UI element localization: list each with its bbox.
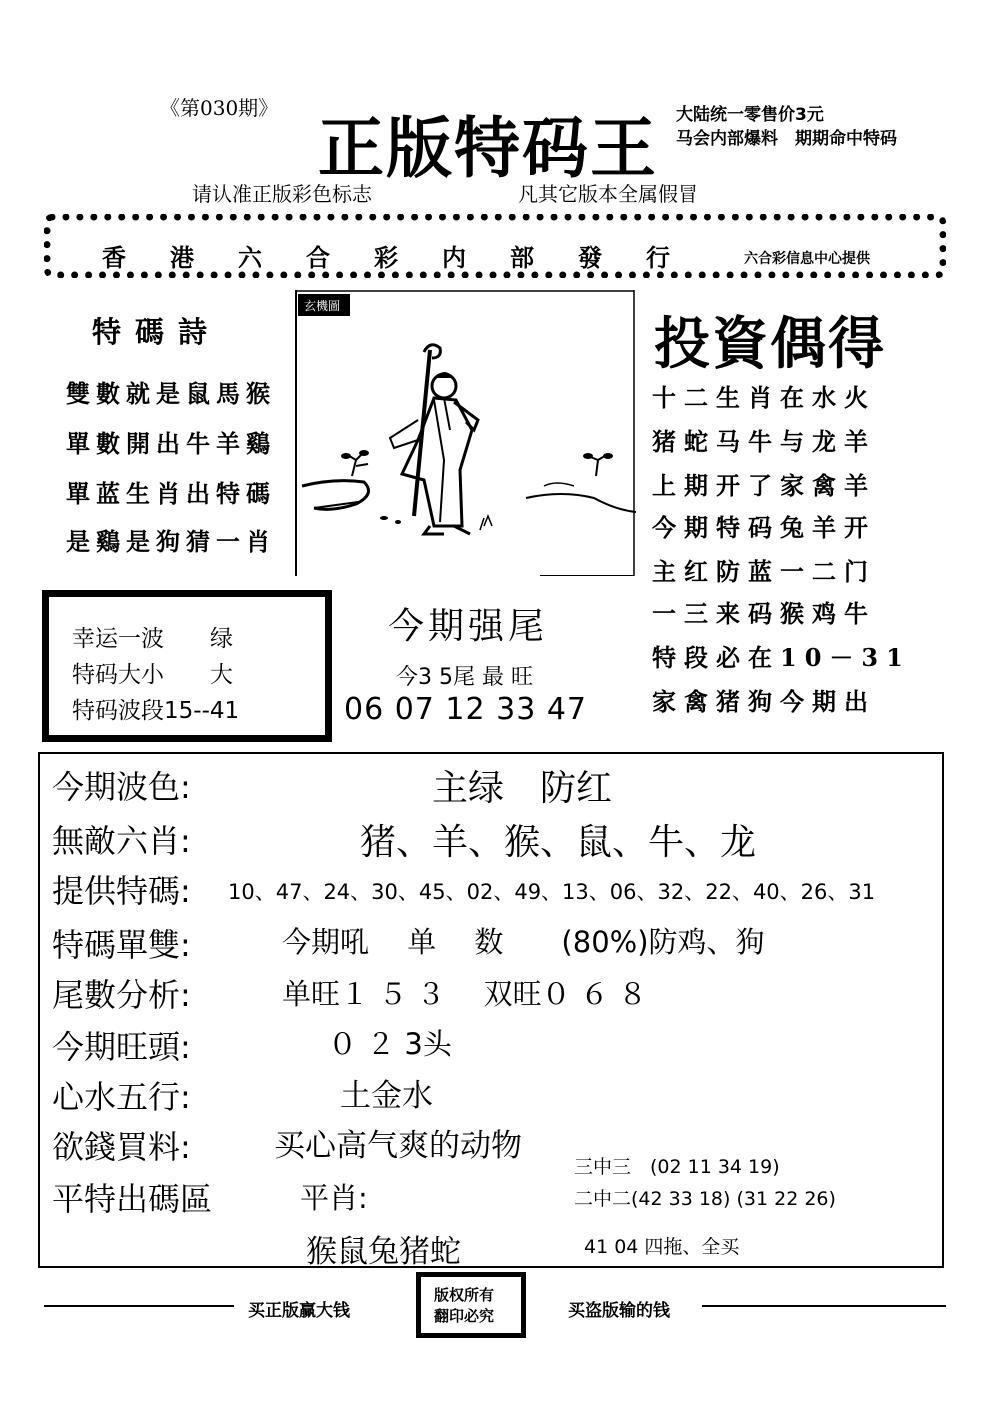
- tip-line: 十二生肖在水火: [652, 383, 876, 412]
- page-title: 正版特码王: [318, 109, 658, 187]
- riddle-illustration: [294, 290, 636, 576]
- tuo-combination: 41 04 四拖、全买: [584, 1236, 740, 1258]
- poem-line: 單數開出牛羊鷄: [66, 429, 276, 458]
- poem-line: 是鷄是狗猜一肖: [66, 527, 276, 556]
- row-value-five-elements: 土金水: [340, 1078, 433, 1114]
- row-label-buy-tip: 欲錢買料:: [52, 1128, 191, 1166]
- tip-line: 猪蛇马牛与龙羊: [652, 427, 876, 456]
- invest-title: 投資偶得: [654, 311, 886, 377]
- lucky-size: 特码大小 大: [72, 662, 233, 688]
- footer-rule-right: [702, 1305, 946, 1307]
- row-value-hot-head: ０ ２ 3头: [328, 1027, 452, 1061]
- flat-zodiac-list: 猴鼠兔猪蛇: [306, 1234, 461, 1270]
- row-label-six-zodiac: 無敵六肖:: [52, 822, 191, 860]
- lucky-wave: 幸运一波 绿: [72, 626, 233, 652]
- footer-rule-left: [44, 1305, 234, 1307]
- strong-tail-sub: 今3 5尾 最 旺: [396, 665, 533, 690]
- row-label-wave-color: 今期波色:: [52, 768, 191, 806]
- footer-right-slogan: 买盗版输的钱: [568, 1301, 670, 1321]
- authenticity-note-right: 凡其它版本全属假冒: [518, 182, 698, 206]
- poem-line: 單蓝生肖出特碼: [66, 479, 276, 508]
- row-label-special-numbers: 提供特碼:: [52, 872, 191, 910]
- row-value-tail-analysis: 单旺１ ５ ３ 双旺０ ６ ８: [282, 977, 648, 1011]
- two-of-two: 二中二(42 33 18) (31 22 26): [574, 1188, 836, 1210]
- row-label-tail-analysis: 尾數分析:: [52, 976, 191, 1014]
- tip-line: 家禽猪狗今期出: [652, 687, 876, 716]
- tip-line: 今期特码兔羊开: [652, 513, 876, 542]
- row-label-odd-even: 特碼單雙:: [52, 926, 191, 964]
- banner-text: 香港六合彩内部發行: [102, 243, 714, 272]
- strong-tail-title: 今期强尾: [388, 606, 549, 647]
- banner-provider: 六合彩信息中心提供: [744, 251, 870, 267]
- row-label-flat-zone: 平特出碼區: [52, 1180, 213, 1218]
- poem-title: 特碼詩: [92, 315, 222, 349]
- three-of-three: 三中三 (02 11 34 19): [574, 1156, 780, 1178]
- tip-line: 主红防蓝一二门: [652, 557, 876, 586]
- row-value-flat-zodiac-label: 平肖:: [300, 1181, 368, 1215]
- copyright-line-2: 翻印必究: [434, 1307, 495, 1325]
- insider-note: 马会内部爆料 期期命中特码: [676, 129, 897, 149]
- tip-line: 特段必在10－31: [652, 643, 911, 672]
- issue-number: 《第030期》: [160, 96, 279, 120]
- row-label-five-elements: 心水五行:: [52, 1078, 191, 1116]
- tip-line: 一三来码猴鸡牛: [652, 599, 876, 628]
- row-value-odd-even: 今期吼 单 数 (80%)防鸡、狗: [282, 925, 765, 959]
- price-note: 大陆统一零售价3元: [676, 105, 824, 125]
- row-value-buy-tip: 买心高气爽的动物: [274, 1128, 522, 1164]
- row-value-wave-color: 主绿 防红: [432, 768, 613, 809]
- row-value-six-zodiac: 猪、羊、猴、鼠、牛、龙: [360, 822, 757, 863]
- tip-line: 上期开了家禽羊: [652, 471, 876, 500]
- row-label-hot-head: 今期旺頭:: [52, 1028, 191, 1066]
- lucky-range: 特码波段15--41: [72, 698, 240, 724]
- row-value-special-numbers: 10、47、24、30、45、02、49、13、06、32、22、40、26、31: [228, 880, 876, 904]
- poem-line: 雙數就是鼠馬猴: [66, 379, 276, 408]
- strong-tail-numbers: 06 07 12 33 47: [344, 692, 588, 727]
- authenticity-note-left: 请认准正版彩色标志: [192, 182, 372, 206]
- illustration-caption: 玄機圖: [304, 299, 341, 313]
- copyright-line-1: 版权所有: [434, 1286, 495, 1304]
- footer-left-slogan: 买正版赢大钱: [248, 1301, 350, 1321]
